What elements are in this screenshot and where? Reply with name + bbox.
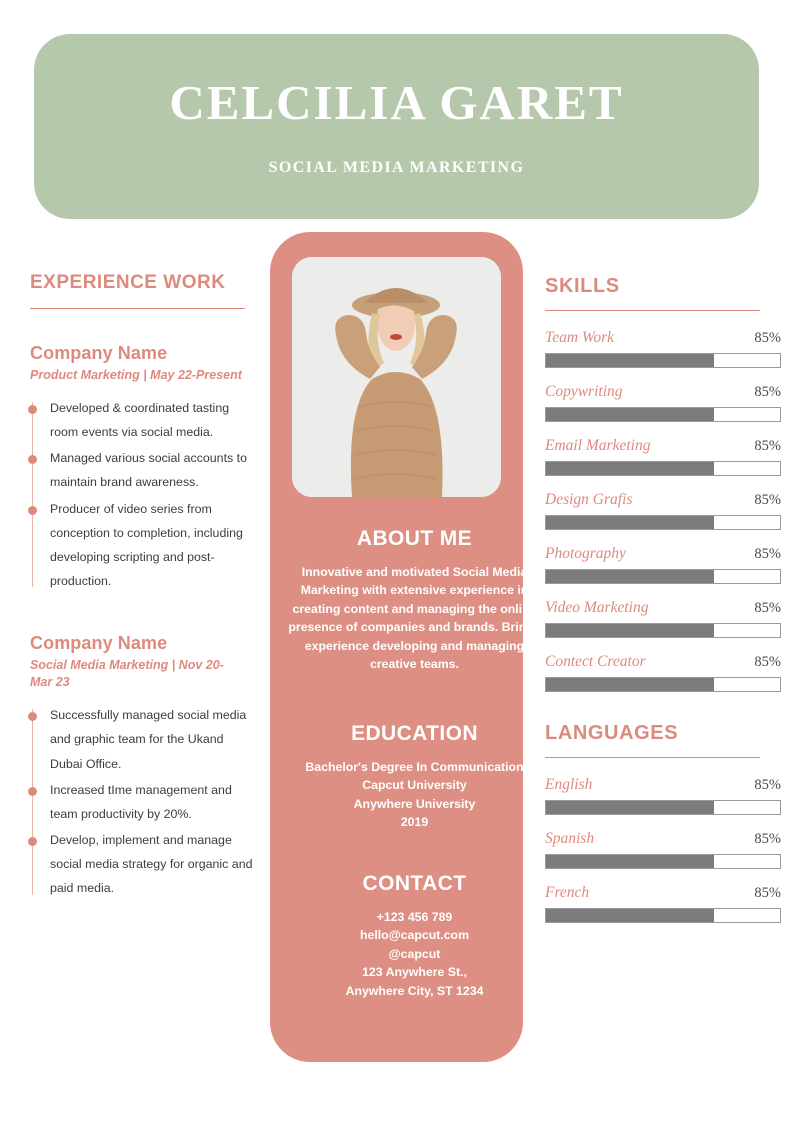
- contact-section: [270, 872, 559, 1000]
- skill-value: 85%: [754, 600, 781, 616]
- language-value: 85%: [754, 885, 781, 901]
- skills-section-title: SKILLS: [545, 275, 620, 297]
- portrait-photo-icon: [292, 257, 501, 497]
- skill-bar: [545, 677, 781, 692]
- list-item: Successfully managed social media and graphic team for the Ukand Dubai Office.: [28, 703, 254, 776]
- skill-label: Team Work: [545, 329, 615, 346]
- skill-bar-fill: [546, 624, 714, 637]
- skill-item: [545, 545, 781, 584]
- skill-bar-fill: [546, 516, 714, 529]
- contact-address-line: Anywhere City, ST 1234: [345, 983, 484, 998]
- skill-bar-fill: [546, 354, 714, 367]
- skill-bar: [545, 461, 781, 476]
- skill-label: Photography: [545, 545, 626, 562]
- language-item: [545, 830, 781, 869]
- contact-address-line: 123 Anywhere St.,: [362, 965, 467, 980]
- skill-label: Design Grafis: [545, 491, 633, 508]
- experience-column: [28, 272, 254, 903]
- languages-divider: [545, 757, 760, 758]
- language-item: [545, 776, 781, 815]
- skill-label: Email Marketing: [545, 437, 651, 454]
- skill-item: [545, 599, 781, 638]
- list-item: Producer of video series from conception to completion, including developing scripting and post-production.: [28, 497, 254, 594]
- education-line: Bachelor's Degree In Communication: [305, 760, 524, 774]
- language-bar-fill: [546, 801, 714, 814]
- skill-value: 85%: [754, 546, 781, 562]
- skill-bar-fill: [546, 678, 714, 691]
- skill-bar-fill: [546, 408, 714, 421]
- language-item: [545, 884, 781, 923]
- language-value: 85%: [754, 777, 781, 793]
- skill-bar-fill: [546, 462, 714, 475]
- skill-value: 85%: [754, 384, 781, 400]
- skill-bar: [545, 353, 781, 368]
- contact-title: CONTACT: [362, 872, 467, 895]
- about-text: Innovative and motivated Social Media Marketing with extensive experience in creating content and managing the online presence of companies and brands. Brings experience developing and managing creative teams.: [288, 565, 541, 672]
- skill-value: 85%: [754, 330, 781, 346]
- skill-label: Contect Creator: [545, 653, 646, 670]
- education-line: 2019: [400, 815, 429, 830]
- list-item: Developed & coordinated tasting room events via social media.: [28, 396, 254, 444]
- language-bar: [545, 800, 781, 815]
- skill-item: [545, 491, 781, 530]
- list-item: Develop, implement and manage social media strategy for organic and paid media.: [28, 828, 254, 901]
- language-value: 85%: [754, 831, 781, 847]
- skill-bar: [545, 569, 781, 584]
- skill-item: [545, 653, 781, 692]
- profile-card: [270, 232, 541, 1062]
- experience-meta: Product Marketing | May 22-Present: [30, 368, 242, 382]
- avatar: [292, 257, 501, 497]
- skill-item: [545, 329, 781, 368]
- language-label: English: [545, 776, 593, 793]
- experience-section-title: EXPERIENCE WORK: [30, 272, 226, 293]
- skill-label: Copywriting: [545, 383, 623, 400]
- language-bar-fill: [546, 909, 714, 922]
- skill-item: [545, 437, 781, 476]
- experience-company: Company Name: [30, 343, 168, 363]
- language-label: French: [545, 884, 590, 901]
- experience-item: [28, 343, 254, 593]
- skill-item: [545, 383, 781, 422]
- skill-value: 85%: [754, 438, 781, 454]
- experience-divider: [30, 308, 245, 309]
- skill-bar: [545, 515, 781, 530]
- skills-divider: [545, 310, 760, 311]
- education-line: Capcut University: [362, 778, 467, 793]
- list-item: Increased tIme management and team productivity by 20%.: [28, 778, 254, 826]
- languages-section-title: LANGUAGES: [545, 722, 679, 744]
- language-bar: [545, 854, 781, 869]
- skill-bar-fill: [546, 570, 714, 583]
- language-bar: [545, 908, 781, 923]
- education-title: EDUCATION: [351, 722, 478, 745]
- contact-email[interactable]: hello@capcut.com: [359, 928, 470, 943]
- language-bar-fill: [546, 855, 714, 868]
- experience-company: Company Name: [30, 633, 168, 654]
- experience-item: [28, 633, 254, 900]
- contact-handle[interactable]: @capcut: [388, 946, 441, 961]
- experience-bullets: [28, 396, 254, 594]
- about-section: [270, 527, 559, 674]
- list-item: Managed various social accounts to maintain brand awareness.: [28, 446, 254, 494]
- skill-bar: [545, 407, 781, 422]
- header-subtitle: SOCIAL MEDIA MARKETING: [268, 159, 525, 177]
- about-title: ABOUT ME: [356, 527, 473, 550]
- skill-value: 85%: [754, 492, 781, 508]
- skill-value: 85%: [754, 654, 781, 670]
- experience-bullets: [28, 703, 254, 901]
- language-label: Spanish: [545, 830, 595, 847]
- skills-column: [545, 275, 781, 938]
- contact-phone: +123 456 789: [376, 910, 453, 924]
- skill-label: Video Marketing: [545, 599, 649, 616]
- header-banner: [34, 34, 759, 219]
- experience-meta: Social Media Marketing | Nov 20-Mar 23: [30, 658, 224, 690]
- education-line: Anywhere University: [353, 796, 476, 811]
- education-section: [270, 722, 559, 832]
- skill-bar: [545, 623, 781, 638]
- page-title: CELCILIA GARET: [169, 74, 624, 130]
